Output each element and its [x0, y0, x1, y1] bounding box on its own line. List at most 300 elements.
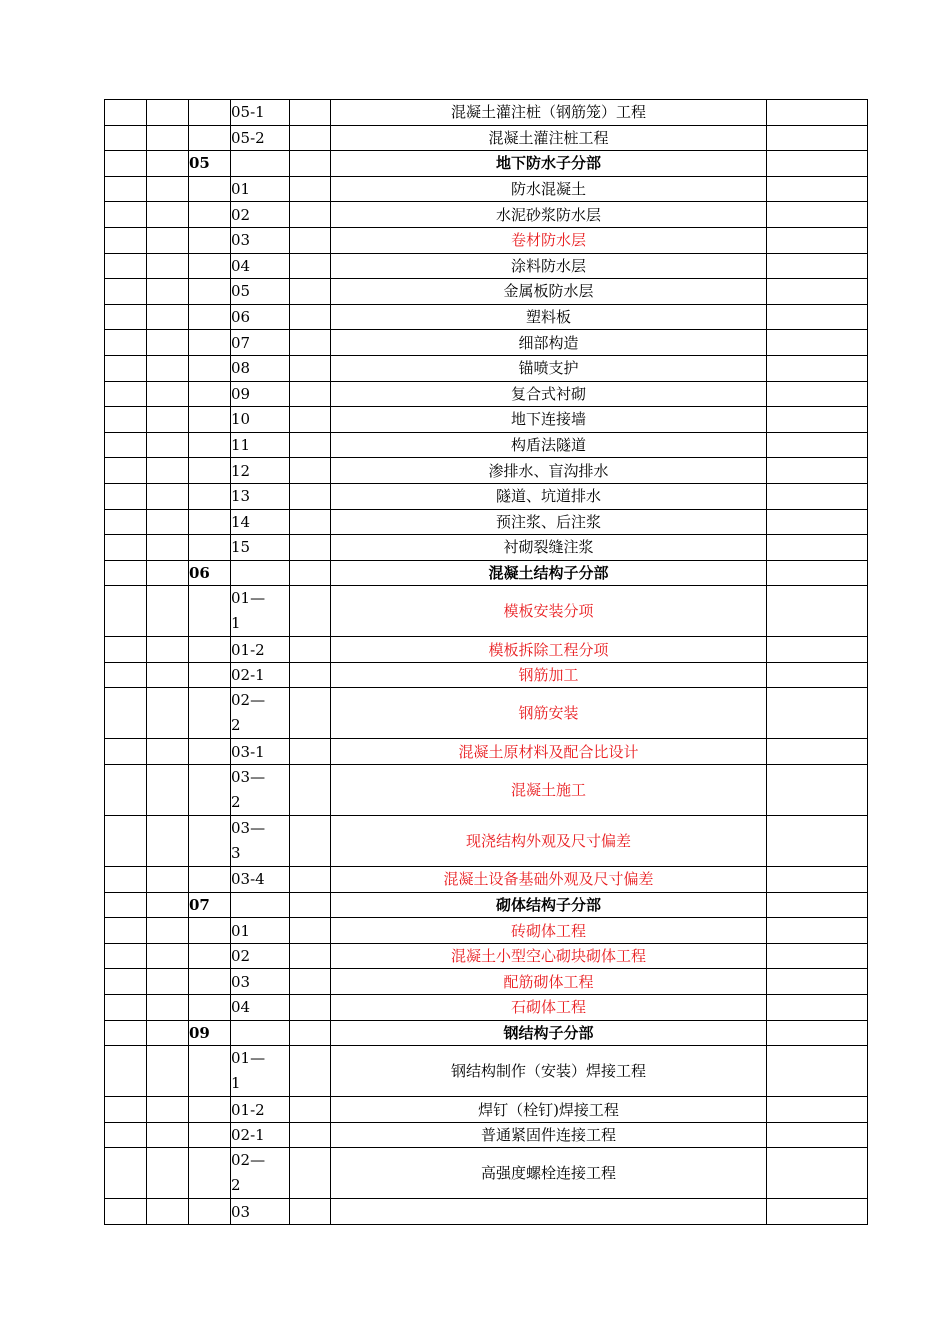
remarks-cell — [767, 560, 868, 586]
table-row — [105, 1148, 868, 1199]
section-title-cell: 砌体结构子分部 — [331, 892, 767, 918]
blank-cell — [290, 381, 331, 407]
blank-cell — [105, 1097, 147, 1123]
remarks-cell — [767, 176, 868, 202]
blank-cell — [290, 995, 331, 1021]
blank-cell — [105, 355, 147, 381]
remarks-cell — [767, 100, 868, 126]
table-row — [105, 432, 868, 458]
item-code-cell — [231, 151, 290, 177]
section-code-cell — [189, 688, 231, 739]
blank-cell — [147, 432, 189, 458]
item-name-cell: 水泥砂浆防水层 — [331, 202, 767, 228]
item-code-cell: 01-2 — [231, 1097, 290, 1123]
item-code-cell: 02-1 — [231, 662, 290, 688]
blank-cell — [290, 1122, 331, 1148]
section-code-cell — [189, 1199, 231, 1225]
section-code-cell — [189, 227, 231, 253]
item-code-cell: 05-1 — [231, 100, 290, 126]
table-row — [105, 509, 868, 535]
item-name-cell: 混凝土原材料及配合比设计 — [331, 739, 767, 765]
remarks-cell — [767, 892, 868, 918]
item-name-cell: 普通紧固件连接工程 — [331, 1122, 767, 1148]
remarks-cell — [767, 1046, 868, 1097]
remarks-cell — [767, 1122, 868, 1148]
blank-cell — [147, 560, 189, 586]
remarks-cell — [767, 432, 868, 458]
item-name-cell: 配筋砌体工程 — [331, 969, 767, 995]
remarks-cell — [767, 125, 868, 151]
blank-cell — [105, 202, 147, 228]
blank-cell — [105, 995, 147, 1021]
section-code-cell — [189, 816, 231, 867]
table-row — [105, 1122, 868, 1148]
remarks-cell — [767, 1148, 868, 1199]
item-code-cell — [231, 892, 290, 918]
blank-cell — [105, 151, 147, 177]
item-name-cell: 混凝土灌注桩工程 — [331, 125, 767, 151]
item-code-cell: 11 — [231, 432, 290, 458]
remarks-cell — [767, 330, 868, 356]
item-code-cell: 04 — [231, 253, 290, 279]
remarks-cell — [767, 483, 868, 509]
item-code-cell: 02-1 — [231, 1122, 290, 1148]
blank-cell — [147, 279, 189, 305]
section-code-cell — [189, 662, 231, 688]
blank-cell — [290, 407, 331, 433]
blank-cell — [147, 1046, 189, 1097]
section-code-cell — [189, 100, 231, 126]
section-code-cell — [189, 407, 231, 433]
blank-cell — [105, 662, 147, 688]
item-name-cell: 卷材防水层 — [331, 227, 767, 253]
item-code-cell: 09 — [231, 381, 290, 407]
blank-cell — [290, 867, 331, 893]
section-code-cell — [189, 253, 231, 279]
section-code-cell — [189, 918, 231, 944]
table-row — [105, 1046, 868, 1097]
item-name-cell: 钢筋加工 — [331, 662, 767, 688]
remarks-cell — [767, 151, 868, 177]
remarks-cell — [767, 739, 868, 765]
blank-cell — [290, 304, 331, 330]
blank-cell — [290, 637, 331, 663]
blank-cell — [105, 560, 147, 586]
item-code-cell: 02— 2 — [231, 1148, 290, 1199]
item-code-cell: 12 — [231, 458, 290, 484]
item-name-cell: 钢结构制作（安装）焊接工程 — [331, 1046, 767, 1097]
table-row — [105, 995, 868, 1021]
item-code-cell: 07 — [231, 330, 290, 356]
remarks-cell — [767, 816, 868, 867]
item-code-cell: 02— 2 — [231, 688, 290, 739]
item-name-cell: 地下连接墙 — [331, 407, 767, 433]
blank-cell — [290, 816, 331, 867]
item-name-cell — [331, 1199, 767, 1225]
blank-cell — [105, 918, 147, 944]
blank-cell — [147, 995, 189, 1021]
section-code-cell — [189, 279, 231, 305]
section-header-row — [105, 1020, 868, 1046]
item-name-cell: 预注浆、后注浆 — [331, 509, 767, 535]
blank-cell — [290, 1199, 331, 1225]
table-row — [105, 535, 868, 561]
table-row — [105, 918, 868, 944]
table-row — [105, 100, 868, 126]
remarks-cell — [767, 662, 868, 688]
remarks-cell — [767, 969, 868, 995]
item-name-cell: 模板拆除工程分项 — [331, 637, 767, 663]
blank-cell — [105, 100, 147, 126]
item-code-cell: 03— 2 — [231, 765, 290, 816]
table-row — [105, 637, 868, 663]
section-code-cell — [189, 1046, 231, 1097]
blank-cell — [105, 227, 147, 253]
item-name-cell: 石砌体工程 — [331, 995, 767, 1021]
blank-cell — [147, 943, 189, 969]
item-name-cell: 复合式衬砌 — [331, 381, 767, 407]
blank-cell — [147, 304, 189, 330]
remarks-cell — [767, 407, 868, 433]
item-code-cell: 02 — [231, 202, 290, 228]
remarks-cell — [767, 765, 868, 816]
section-code-cell — [189, 509, 231, 535]
item-name-cell: 金属板防水层 — [331, 279, 767, 305]
blank-cell — [105, 892, 147, 918]
section-header-row — [105, 151, 868, 177]
blank-cell — [147, 739, 189, 765]
section-code-cell: 06 — [189, 560, 231, 586]
blank-cell — [105, 765, 147, 816]
section-header-row — [105, 892, 868, 918]
table-row — [105, 407, 868, 433]
section-code-cell — [189, 765, 231, 816]
section-code-cell — [189, 943, 231, 969]
blank-cell — [147, 816, 189, 867]
blank-cell — [290, 202, 331, 228]
item-code-cell: 03-1 — [231, 739, 290, 765]
item-name-cell: 防水混凝土 — [331, 176, 767, 202]
table-row — [105, 662, 868, 688]
section-code-cell — [189, 432, 231, 458]
table-row — [105, 125, 868, 151]
blank-cell — [147, 100, 189, 126]
blank-cell — [290, 227, 331, 253]
section-code-cell — [189, 381, 231, 407]
item-name-cell: 涂料防水层 — [331, 253, 767, 279]
remarks-cell — [767, 355, 868, 381]
item-name-cell: 模板安装分项 — [331, 586, 767, 637]
remarks-cell — [767, 381, 868, 407]
table-row — [105, 867, 868, 893]
blank-cell — [290, 1148, 331, 1199]
item-name-cell: 高强度螺栓连接工程 — [331, 1148, 767, 1199]
section-code-cell — [189, 202, 231, 228]
blank-cell — [147, 227, 189, 253]
section-code-cell — [189, 330, 231, 356]
table-row — [105, 253, 868, 279]
item-code-cell: 03 — [231, 969, 290, 995]
item-code-cell: 05-2 — [231, 125, 290, 151]
blank-cell — [147, 1122, 189, 1148]
section-code-cell — [189, 176, 231, 202]
section-code-cell — [189, 1097, 231, 1123]
table-row — [105, 688, 868, 739]
item-code-cell: 01— 1 — [231, 586, 290, 637]
blank-cell — [290, 943, 331, 969]
blank-cell — [290, 458, 331, 484]
remarks-cell — [767, 688, 868, 739]
blank-cell — [105, 407, 147, 433]
item-code-cell: 03-4 — [231, 867, 290, 893]
blank-cell — [105, 1046, 147, 1097]
blank-cell — [147, 458, 189, 484]
blank-cell — [290, 1046, 331, 1097]
blank-cell — [147, 355, 189, 381]
remarks-cell — [767, 227, 868, 253]
blank-cell — [290, 483, 331, 509]
section-code-cell: 05 — [189, 151, 231, 177]
blank-cell — [290, 765, 331, 816]
blank-cell — [105, 739, 147, 765]
blank-cell — [290, 535, 331, 561]
blank-cell — [290, 509, 331, 535]
blank-cell — [147, 1097, 189, 1123]
table-row — [105, 1199, 868, 1225]
table-row — [105, 458, 868, 484]
item-code-cell: 15 — [231, 535, 290, 561]
item-code-cell: 01— 1 — [231, 1046, 290, 1097]
blank-cell — [147, 509, 189, 535]
blank-cell — [147, 969, 189, 995]
blank-cell — [290, 586, 331, 637]
table-row — [105, 943, 868, 969]
blank-cell — [147, 867, 189, 893]
item-code-cell: 08 — [231, 355, 290, 381]
remarks-cell — [767, 458, 868, 484]
blank-cell — [290, 151, 331, 177]
blank-cell — [105, 1122, 147, 1148]
blank-cell — [105, 279, 147, 305]
blank-cell — [147, 253, 189, 279]
blank-cell — [147, 765, 189, 816]
blank-cell — [105, 1199, 147, 1225]
item-name-cell: 渗排水、盲沟排水 — [331, 458, 767, 484]
blank-cell — [290, 100, 331, 126]
blank-cell — [105, 688, 147, 739]
item-code-cell: 03 — [231, 1199, 290, 1225]
blank-cell — [105, 586, 147, 637]
remarks-cell — [767, 202, 868, 228]
blank-cell — [290, 253, 331, 279]
remarks-cell — [767, 253, 868, 279]
table-row — [105, 816, 868, 867]
blank-cell — [290, 125, 331, 151]
blank-cell — [105, 1148, 147, 1199]
item-code-cell — [231, 560, 290, 586]
item-name-cell: 焊钉（栓钉)焊接工程 — [331, 1097, 767, 1123]
blank-cell — [290, 355, 331, 381]
remarks-cell — [767, 995, 868, 1021]
item-name-cell: 现浇结构外观及尺寸偏差 — [331, 816, 767, 867]
blank-cell — [147, 688, 189, 739]
blank-cell — [147, 892, 189, 918]
table-row — [105, 330, 868, 356]
blank-cell — [147, 1199, 189, 1225]
remarks-cell — [767, 918, 868, 944]
blank-cell — [147, 1148, 189, 1199]
remarks-cell — [767, 637, 868, 663]
section-code-cell — [189, 125, 231, 151]
section-title-cell: 混凝土结构子分部 — [331, 560, 767, 586]
remarks-cell — [767, 279, 868, 305]
item-code-cell: 03 — [231, 227, 290, 253]
blank-cell — [105, 483, 147, 509]
item-name-cell: 锚喷支护 — [331, 355, 767, 381]
blank-cell — [147, 483, 189, 509]
item-name-cell: 细部构造 — [331, 330, 767, 356]
blank-cell — [147, 1020, 189, 1046]
section-code-cell — [189, 1148, 231, 1199]
blank-cell — [105, 816, 147, 867]
blank-cell — [147, 407, 189, 433]
blank-cell — [290, 892, 331, 918]
section-code-cell — [189, 995, 231, 1021]
blank-cell — [147, 176, 189, 202]
remarks-cell — [767, 304, 868, 330]
blank-cell — [147, 330, 189, 356]
blank-cell — [290, 330, 331, 356]
table-row — [105, 969, 868, 995]
remarks-cell — [767, 1199, 868, 1225]
blank-cell — [105, 458, 147, 484]
table-row — [105, 202, 868, 228]
blank-cell — [290, 432, 331, 458]
blank-cell — [105, 867, 147, 893]
blank-cell — [105, 1020, 147, 1046]
remarks-cell — [767, 1020, 868, 1046]
remarks-cell — [767, 509, 868, 535]
item-code-cell: 13 — [231, 483, 290, 509]
blank-cell — [105, 535, 147, 561]
item-code-cell: 02 — [231, 943, 290, 969]
remarks-cell — [767, 586, 868, 637]
section-code-cell — [189, 586, 231, 637]
item-code-cell — [231, 1020, 290, 1046]
blank-cell — [147, 202, 189, 228]
blank-cell — [105, 943, 147, 969]
section-title-cell: 地下防水子分部 — [331, 151, 767, 177]
item-code-cell: 14 — [231, 509, 290, 535]
item-code-cell: 04 — [231, 995, 290, 1021]
blank-cell — [105, 125, 147, 151]
blank-cell — [147, 586, 189, 637]
blank-cell — [147, 918, 189, 944]
item-name-cell: 隧道、坑道排水 — [331, 483, 767, 509]
blank-cell — [147, 151, 189, 177]
item-code-cell: 01-2 — [231, 637, 290, 663]
blank-cell — [105, 509, 147, 535]
table-row — [105, 279, 868, 305]
blank-cell — [290, 662, 331, 688]
section-code-cell — [189, 355, 231, 381]
section-code-cell — [189, 637, 231, 663]
item-name-cell: 塑料板 — [331, 304, 767, 330]
item-name-cell: 混凝土小型空心砌块砌体工程 — [331, 943, 767, 969]
blank-cell — [290, 969, 331, 995]
acceptance-item-table — [104, 99, 868, 1225]
section-code-cell: 09 — [189, 1020, 231, 1046]
section-code-cell — [189, 483, 231, 509]
item-code-cell: 01 — [231, 176, 290, 202]
table-row — [105, 227, 868, 253]
item-name-cell: 构盾法隧道 — [331, 432, 767, 458]
table-row — [105, 483, 868, 509]
table-body — [105, 100, 868, 1225]
blank-cell — [105, 304, 147, 330]
item-name-cell: 混凝土设备基础外观及尺寸偏差 — [331, 867, 767, 893]
blank-cell — [290, 560, 331, 586]
table-row — [105, 586, 868, 637]
blank-cell — [105, 432, 147, 458]
remarks-cell — [767, 867, 868, 893]
section-code-cell — [189, 1122, 231, 1148]
blank-cell — [290, 739, 331, 765]
section-title-cell: 钢结构子分部 — [331, 1020, 767, 1046]
blank-cell — [290, 1097, 331, 1123]
table-row — [105, 304, 868, 330]
blank-cell — [290, 918, 331, 944]
remarks-cell — [767, 943, 868, 969]
table-row — [105, 1097, 868, 1123]
item-name-cell: 混凝土施工 — [331, 765, 767, 816]
section-code-cell — [189, 739, 231, 765]
blank-cell — [105, 381, 147, 407]
section-code-cell — [189, 535, 231, 561]
section-code-cell — [189, 969, 231, 995]
remarks-cell — [767, 1097, 868, 1123]
section-code-cell — [189, 867, 231, 893]
table-row — [105, 176, 868, 202]
table-row — [105, 381, 868, 407]
table-row — [105, 739, 868, 765]
blank-cell — [105, 176, 147, 202]
blank-cell — [105, 969, 147, 995]
blank-cell — [147, 381, 189, 407]
item-name-cell: 砖砌体工程 — [331, 918, 767, 944]
table-row — [105, 765, 868, 816]
blank-cell — [290, 176, 331, 202]
section-code-cell — [189, 304, 231, 330]
blank-cell — [147, 125, 189, 151]
blank-cell — [290, 279, 331, 305]
blank-cell — [105, 253, 147, 279]
table-row — [105, 355, 868, 381]
blank-cell — [105, 637, 147, 663]
item-name-cell: 衬砌裂缝注浆 — [331, 535, 767, 561]
item-code-cell: 03— 3 — [231, 816, 290, 867]
blank-cell — [147, 535, 189, 561]
section-code-cell: 07 — [189, 892, 231, 918]
item-code-cell: 01 — [231, 918, 290, 944]
blank-cell — [290, 688, 331, 739]
section-code-cell — [189, 458, 231, 484]
remarks-cell — [767, 535, 868, 561]
item-code-cell: 06 — [231, 304, 290, 330]
blank-cell — [105, 330, 147, 356]
blank-cell — [147, 662, 189, 688]
blank-cell — [290, 1020, 331, 1046]
